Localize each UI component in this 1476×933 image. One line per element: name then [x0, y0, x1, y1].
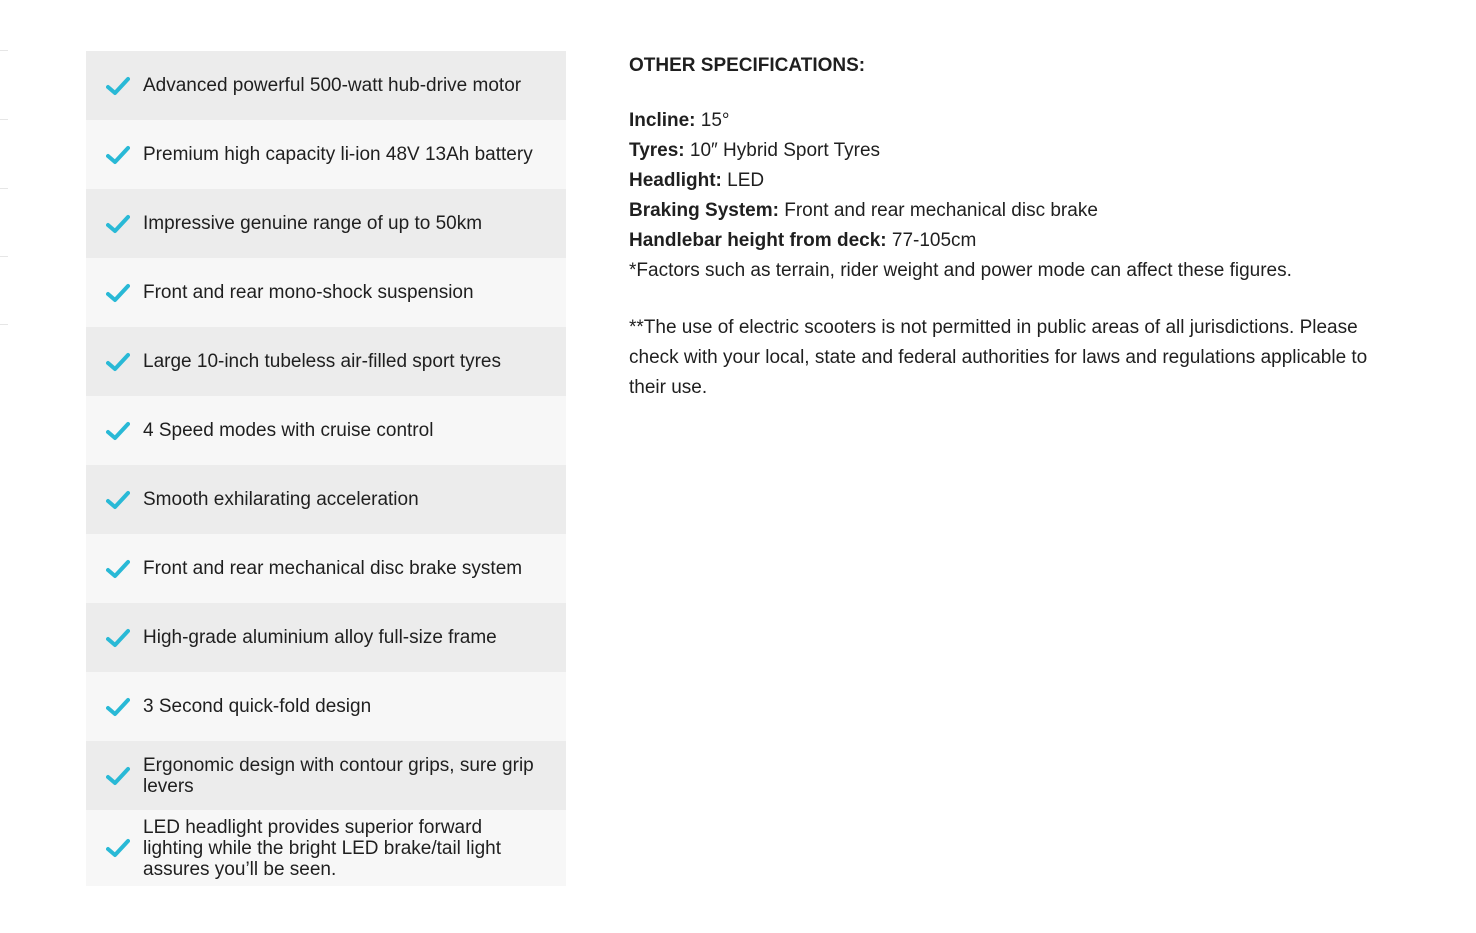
checkmark-icon [106, 283, 130, 303]
feature-text: 4 Speed modes with cruise control [143, 420, 434, 441]
spec-label: Incline: [629, 110, 696, 131]
spec-value: 15° [695, 110, 730, 131]
feature-item [86, 327, 566, 396]
feature-item [86, 810, 566, 886]
feature-item [86, 120, 566, 189]
spec-row-incline [629, 106, 1409, 136]
feature-text: Premium high capacity li-ion 48V 13Ah battery [143, 144, 533, 165]
spec-value: 77-105cm [886, 230, 977, 251]
spec-footnote: *Factors such as terrain, rider weight and power mode can affect these figures. [629, 260, 1292, 281]
checkmark-icon [106, 214, 130, 234]
feature-item [86, 534, 566, 603]
feature-item [86, 672, 566, 741]
checkmark-icon [106, 838, 130, 858]
edge-ticks [0, 0, 8, 933]
checkmark-icon [106, 352, 130, 372]
spec-row-headlight [629, 166, 1409, 196]
feature-item [86, 603, 566, 672]
spec-row-braking-system [629, 196, 1409, 226]
spec-value: 10″ Hybrid Sport Tyres [684, 140, 881, 161]
feature-list [86, 51, 566, 886]
checkmark-icon [106, 76, 130, 96]
feature-text: Ergonomic design with contour grips, sure grip levers [143, 754, 534, 797]
checkmark-icon [106, 766, 130, 786]
feature-item [86, 396, 566, 465]
feature-text: Front and rear mechanical disc brake system [143, 558, 523, 579]
feature-item [86, 258, 566, 327]
edge-tick [0, 324, 8, 325]
spec-value: LED [721, 170, 765, 191]
feature-text: Advanced powerful 500-watt hub-drive motor [143, 75, 522, 96]
spec-label: Headlight: [629, 170, 722, 191]
feature-text: Large 10-inch tubeless air-filled sport tyres [143, 351, 502, 372]
feature-item [86, 51, 566, 120]
edge-tick [0, 256, 8, 257]
feature-item [86, 741, 566, 810]
checkmark-icon [106, 145, 130, 165]
edge-tick [0, 188, 8, 189]
checkmark-icon [106, 421, 130, 441]
checkmark-icon [106, 490, 130, 510]
checkmark-icon [106, 559, 130, 579]
spec-value: Front and rear mechanical disc brake [778, 200, 1098, 221]
checkmark-icon [106, 628, 130, 648]
spec-row-tyres [629, 136, 1409, 166]
specs-heading: OTHER SPECIFICATIONS: [629, 55, 866, 76]
other-specifications [629, 53, 1409, 403]
edge-tick [0, 50, 8, 51]
spec-row-handlebar-height [629, 226, 1409, 256]
checkmark-icon [106, 697, 130, 717]
spec-label: Tyres: [629, 140, 685, 161]
feature-text: 3 Second quick-fold design [143, 696, 372, 717]
feature-text: High-grade aluminium alloy full-size frame [143, 627, 497, 648]
feature-text: Front and rear mono-shock suspension [143, 282, 474, 303]
spec-label: Braking System: [629, 200, 779, 221]
spec-label: Handlebar height from deck: [629, 230, 887, 251]
feature-item [86, 465, 566, 534]
feature-text: Impressive genuine range of up to 50km [143, 213, 483, 234]
spec-disclaimer: **The use of electric scooters is not permitted in public areas of all jurisdictions. Please check with your local, state and federal authorities for laws and regulations applicable to their use. [629, 317, 1368, 398]
feature-text: Smooth exhilarating acceleration [143, 489, 419, 510]
feature-item [86, 189, 566, 258]
edge-tick [0, 119, 8, 120]
feature-text: LED headlight provides superior forward lighting while the bright LED brake/tail light assures you’ll be seen. [143, 816, 502, 880]
